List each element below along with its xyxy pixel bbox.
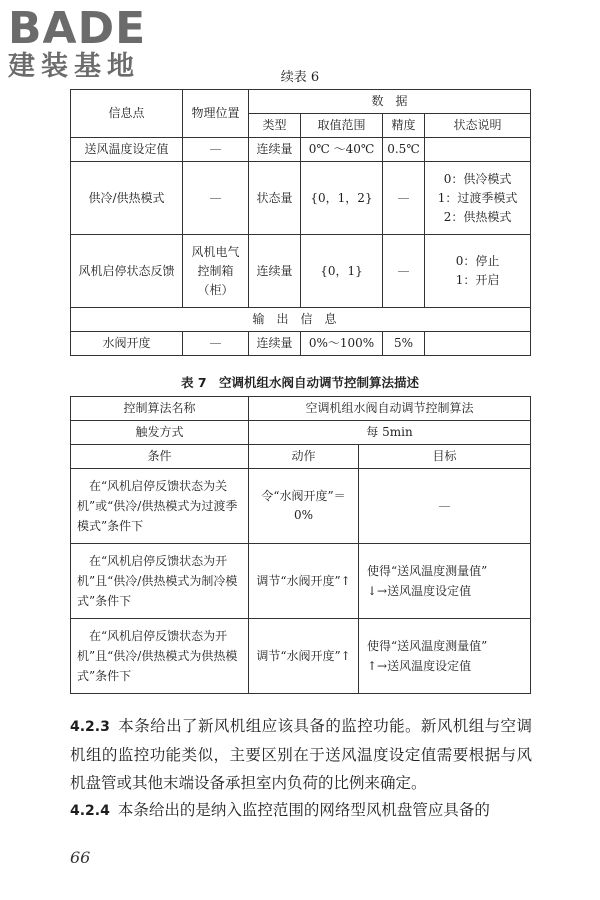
location-line: （柜）	[197, 282, 234, 297]
cell-type: 连续量	[249, 138, 301, 162]
cell-condition: 在“风机启停反馈状态为开机”且“供冷/供热模式为供热模式”条件下	[71, 619, 249, 694]
trigger-label: 触发方式	[71, 421, 249, 445]
table-row	[71, 332, 531, 356]
state-line: 1：开启	[455, 273, 500, 287]
cell-info: 风机启停状态反馈	[71, 235, 183, 308]
state-line: 2：供热模式	[443, 209, 512, 224]
paragraph-text: 本条给出了新风机组应该具备的监控功能。新风机组与空调机组的监控功能类似，主要区别在于送风温度设定值需要根据与风机盘管或其他末端设备承担室内负荷的比例来确定。	[70, 717, 532, 792]
cell-precision: —	[383, 162, 425, 235]
location-line: 控制箱	[197, 263, 234, 278]
cell-state	[425, 162, 531, 235]
target-line: ↑→送风温度设定值	[367, 659, 472, 673]
th-info: 信息点	[71, 90, 183, 138]
th-type: 类型	[249, 114, 301, 138]
clause-number: 4.2.3	[70, 719, 110, 735]
state-line: 0：供冷模式	[443, 171, 512, 186]
logo-word: BADE	[8, 3, 147, 54]
th-location: 物理位置	[183, 90, 249, 138]
cell-precision: 5%	[383, 332, 425, 356]
th-state: 状态说明	[425, 114, 531, 138]
state-line: 1：过渡季模式	[437, 190, 518, 205]
cell-type: 连续量	[249, 235, 301, 308]
cell-range: {0，1}	[301, 235, 383, 308]
cell-target	[359, 619, 531, 694]
logo-cn: 建装基地	[8, 51, 140, 82]
algo-name-value: 空调机组水阀自动调节控制算法	[249, 397, 531, 421]
cell-range: {0，1，2}	[301, 162, 383, 235]
cell-range: 0%～100%	[301, 332, 383, 356]
cell-action: 调节“水阀开度”↑	[249, 619, 359, 694]
cell-info: 送风温度设定值	[71, 138, 183, 162]
target-line: 使得“送风温度测量值”	[367, 639, 488, 653]
cell-state	[425, 235, 531, 308]
th-precision: 精度	[383, 114, 425, 138]
table7-caption: 表 7 空调机组水阀自动调节控制算法描述	[180, 375, 420, 390]
target-line: 使得“送风温度测量值”	[367, 564, 488, 578]
table6	[70, 89, 531, 356]
cell-range: 0℃ ～40℃	[301, 138, 383, 162]
cell-info: 水阀开度	[71, 332, 183, 356]
cell-condition: 在“风机启停反馈状态为关机”或“供冷/供热模式为过渡季模式”条件下	[71, 469, 249, 544]
paragraph-text: 本条给出的是纳入监控范围的网络型风机盘管应具备的	[117, 801, 490, 819]
table-row	[71, 162, 531, 235]
table7	[70, 396, 531, 694]
table-row	[71, 235, 531, 308]
th-action: 动作	[249, 445, 359, 469]
cell-location: —	[183, 138, 249, 162]
output-section-header: 输出信息	[71, 308, 531, 332]
location-line: 风机电气	[191, 244, 240, 259]
cell-type: 连续量	[249, 332, 301, 356]
clause-number: 4.2.4	[70, 803, 110, 819]
cell-condition: 在“风机启停反馈状态为开机”且“供冷/供热模式为制冷模式”条件下	[71, 544, 249, 619]
table-row	[71, 138, 531, 162]
algo-name-label: 控制算法名称	[71, 397, 249, 421]
cell-location	[183, 235, 249, 308]
cell-target	[359, 544, 531, 619]
cell-location: —	[183, 332, 249, 356]
target-line: ↓→送风温度设定值	[367, 584, 472, 598]
table6-caption: 续表 6	[280, 70, 320, 85]
trigger-value: 每 5min	[249, 421, 531, 445]
th-target: 目标	[359, 445, 531, 469]
cell-precision: —	[383, 235, 425, 308]
th-condition: 条件	[71, 445, 249, 469]
th-range: 取值范围	[301, 114, 383, 138]
table-row	[71, 469, 531, 544]
cell-state	[425, 332, 531, 356]
page-number: 66	[70, 848, 91, 867]
state-line: 0：停止	[455, 254, 500, 268]
cell-info: 供冷/供热模式	[71, 162, 183, 235]
cell-precision: 0.5℃	[383, 138, 425, 162]
table-row	[71, 619, 531, 694]
cell-location: —	[183, 162, 249, 235]
paragraph-4-2-3	[70, 712, 532, 797]
table-row	[71, 544, 531, 619]
th-data: 数 据	[249, 90, 531, 114]
cell-action: 令“水阀开度”＝0%	[249, 469, 359, 544]
cell-target: —	[359, 469, 531, 544]
cell-state	[425, 138, 531, 162]
cell-type: 状态量	[249, 162, 301, 235]
paragraph-4-2-4	[70, 796, 532, 825]
cell-action: 调节“水阀开度”↑	[249, 544, 359, 619]
